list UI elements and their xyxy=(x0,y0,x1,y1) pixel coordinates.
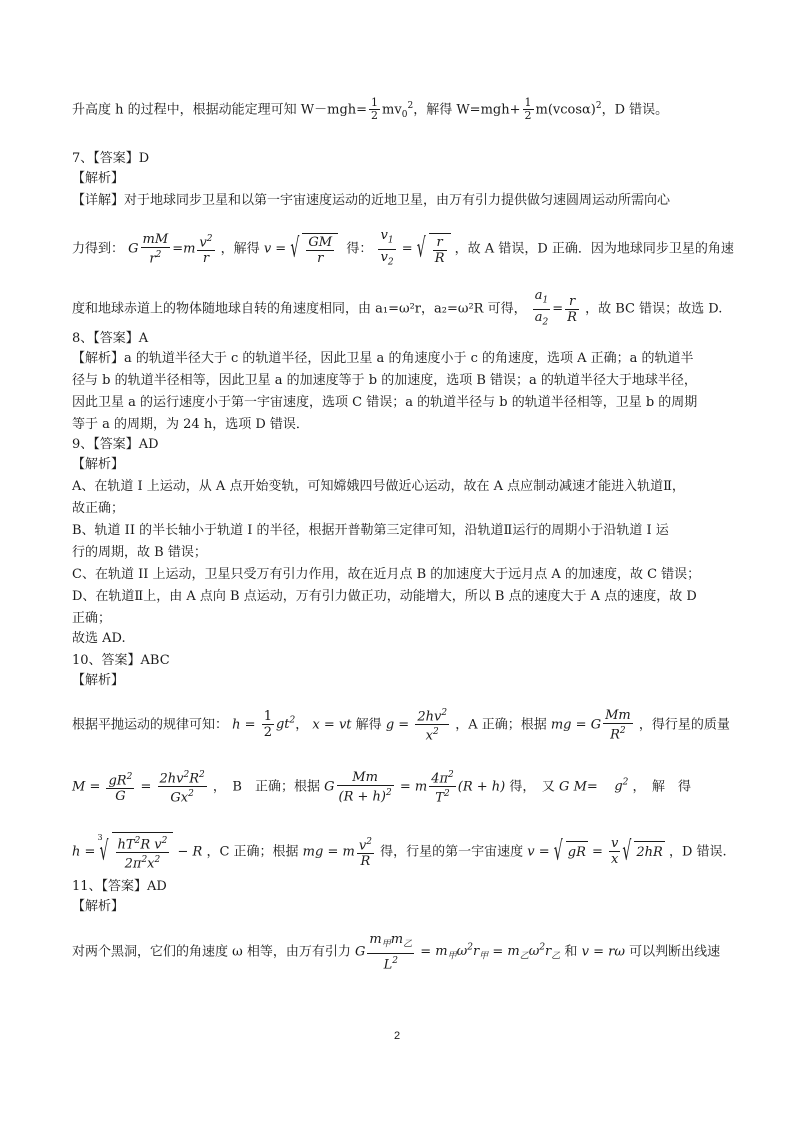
answer-heading: 8、【答案】A xyxy=(72,331,149,346)
analysis-heading: 【解析】 xyxy=(72,673,125,688)
text-line: 等于 a 的周期，为 24 h，选项 D 错误． xyxy=(72,417,309,432)
page-number: 2 xyxy=(393,1030,401,1042)
text-line: D、在轨道Ⅱ上，由 A 点向 B 点运动，万有引力做正功，动能增大，所以 B 点的速度大于 A 点的速度，故 D xyxy=(72,589,697,604)
text-line: A、在轨道 I 上运动，从 A 点开始变轨，可知嫦娥四号做近心运动，故在 A 点应制动减速才能进入轨道Ⅱ， xyxy=(72,479,685,494)
analysis-heading: 【解析】 xyxy=(72,171,125,186)
text-line: 因此卫星 a 的运行速度小于第一宇宙速度，选项 C 错误；a 的轨道半径与 b 的轨道半径相等，卫星 b 的周期 xyxy=(72,395,698,410)
text-line: B、轨道 II 的半长轴小于轨道 I 的半径，根据开普勒第三定律可知，沿轨道Ⅱ运行的周期小于沿轨道 I 运 xyxy=(72,523,669,538)
text-line: C、在轨道 II 上运动，卫星只受万有引力作用，故在近月点 B 的加速度大于远月点 A 的加速度，故 C 错误； xyxy=(72,567,701,582)
text-line: 故选 AD. xyxy=(72,631,126,646)
formula-line: 根据平抛运动的规律可知： h = $\frac{1}{2}$ $gt^2$， x = vt 解得 g = $\frac{2hv^2}{x^2}$ ，A 正确；根据 mg = G $\frac{Mm}{R^2}$ ，得行星的质量 xyxy=(72,707,730,744)
text-line: 正确； xyxy=(72,611,112,626)
text-line: 【详解】对于地球同步卫星和以第一宇宙速度运动的近地卫星，由万有引力提供做匀速圆周运动所需向心 xyxy=(72,193,671,208)
answer-heading: 10、答案】ABC xyxy=(72,653,170,668)
text-line: 故正确； xyxy=(72,501,125,516)
text-line: 【解析】a 的轨道半径大于 c 的轨道半径，因此卫星 a 的角速度小于 c 的角速度，选项 A 正确；a 的轨道半 xyxy=(72,351,694,366)
formula-line: h = √ 3 $\frac{hT^2R v^2}{2\pi^2x^2}$ − R ，C 正确；根据 mg = m $\frac{v^2}{R}$ 得，行星的第一宇宙速度 v = √ gR = $\frac{v}{x}$ √ 2hR ，D 错误. xyxy=(72,832,732,872)
text-line: 升高度 h 的过程中，根据动能定理可知 W－mgh= $\frac{1}{2}$ $mv_0^2$，解得 W=mgh+ $\frac{1}{2}$ $m(vcos\alpha)^2$，D 错误。 xyxy=(72,96,669,123)
formula-line: 力得到： G $\frac{mM}{r^2}$ =m $\frac{v^2}{r}$ ，解得 v = √ $\frac{GM}{r}$ 得： $\frac{v_1}{v_2}$ = √ $\frac{r}{R}$ ，故 A 错误，D 正确．因为地球同步卫星的角速 xyxy=(72,228,732,270)
answer-heading: 9、【答案】AD xyxy=(72,437,159,452)
formula-line: 对两个黑洞，它们的角速度 ω 相等，由万有引力 G $\frac{m_甲m_乙}{L^2}$ = $m_甲\omega^2r_甲 = m_乙\omega^2r_乙$ 和 v = rω 可以判断出线速 xyxy=(72,932,721,972)
answer-heading: 7、【答案】D xyxy=(72,151,150,166)
analysis-heading: 【解析】 xyxy=(72,899,125,914)
answer-heading: 11、【答案】AD xyxy=(72,879,167,894)
formula-line: M = $\frac{gR^2}{G}$ = $\frac{2hv^2R^2}{Gx^2}$ ， B 正确；根据 G $\frac{Mm}{(R + h)^2}$ = m $\frac{4\pi^2}{T^2}$ (R + h) 得， 又 G M= $g^2$ ， 解 得 xyxy=(72,769,692,806)
analysis-heading: 【解析】 xyxy=(72,457,125,472)
text-line: 径与 b 的轨道半径相等，因此卫星 a 的加速度等于 b 的加速度，选项 B 错误；a 的轨道半径大于地球半径， xyxy=(72,373,697,388)
text-line: 行的周期，故 B 错误； xyxy=(72,545,207,560)
formula-line: 度和地球赤道上的物体随地球自转的角速度相同，由 a₁=ω²r，a₂=ω²R 可得， $\frac{a_1}{a_2}$ = $\frac{r}{R}$ ，故 BC 错误；故选 D. xyxy=(72,288,723,328)
